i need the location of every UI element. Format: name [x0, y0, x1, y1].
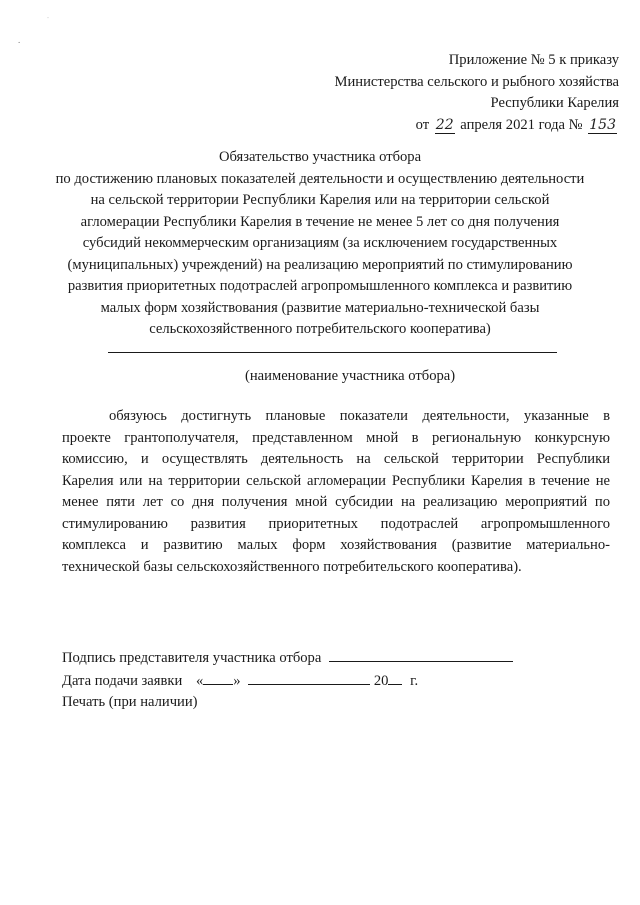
title-line: по достижению плановых показателей деятельности и осуществлению деятельности: [55, 170, 585, 187]
stamp-label: Печать (при наличии): [62, 694, 198, 710]
title-line: (муниципальных) учреждений) на реализацию мероприятий по стимулированию: [67, 256, 573, 273]
paragraph-line: комплекса и развитию малых форм хозяйствования (развитие материально-: [62, 537, 610, 553]
paragraph-line: обязуюсь достигнуть плановые показатели деятельности, указанные в: [109, 408, 610, 424]
paragraph-line: менее пяти лет со дня получения мной субсидии на реализацию мероприятий по: [62, 494, 610, 510]
title-line: развития приоритетных подотраслей агропромышленного комплекса и развитию: [67, 278, 573, 294]
open-quote: «: [195, 672, 204, 689]
day-field[interactable]: [203, 670, 233, 685]
date-middle: апреля 2021 года №: [460, 116, 583, 133]
month-field[interactable]: [248, 670, 370, 685]
scan-speck: .: [18, 35, 21, 45]
title-line: субсидий некоммерческим организациям (за исключением государственных: [82, 235, 558, 251]
handwritten-order-number: 153: [589, 116, 616, 133]
title-line: сельскохозяйственного потребительского кооператива): [149, 321, 491, 337]
year-prefix: 20: [373, 672, 389, 689]
appendix-header: [239, 50, 619, 136]
participant-name-line: [108, 352, 557, 353]
appendix-line-2: Министерства сельского и рыбного хозяйства: [334, 73, 619, 90]
paragraph-line: Карелия или на территории сельской агломерации Республики Карелия в течение не: [62, 472, 610, 489]
appendix-line-3: Республики Карелия: [490, 95, 619, 111]
paragraph-line: технической базы сельскохозяйственного потребительского кооператива).: [62, 558, 522, 575]
signature-label: Подпись представителя участника отбора: [62, 650, 322, 666]
order-date-line: [239, 115, 619, 137]
close-quote: »: [233, 672, 241, 689]
title-line: на сельской территории Республики Карелия или на территории сельской: [90, 192, 550, 208]
submission-date-label: Дата подачи заявки: [62, 672, 183, 689]
title-line: агломерации Республики Карелия в течение не менее 5 лет со дня получения: [80, 213, 560, 230]
year-suffix: г.: [410, 672, 419, 689]
paragraph-line: комиссию, и осуществлять деятельность на сельской территории Республики: [62, 451, 610, 467]
signature-row: [62, 647, 513, 670]
signature-field[interactable]: [329, 647, 513, 662]
date-prefix: от: [415, 116, 430, 133]
paragraph-line: стимулированию развития приоритетных подотраслей агропромышленного: [62, 515, 610, 532]
year-field[interactable]: [388, 670, 402, 685]
title-line: малых форм хозяйствования (развитие материально-технической базы: [100, 299, 540, 316]
submission-date-row: [62, 670, 513, 693]
signature-block: [62, 647, 513, 714]
participant-name-caption: (наименование участника отбора): [245, 368, 456, 384]
paragraph-line: проекте грантополучателя, представленном мной в региональную конкурсную: [62, 429, 610, 446]
appendix-line-1: Приложение № 5 к приказу: [448, 52, 619, 68]
obligation-paragraph: [62, 406, 610, 578]
handwritten-day: 22: [435, 116, 454, 133]
document-title: [40, 147, 600, 341]
title-line: Обязательство участника отбора: [218, 149, 422, 165]
